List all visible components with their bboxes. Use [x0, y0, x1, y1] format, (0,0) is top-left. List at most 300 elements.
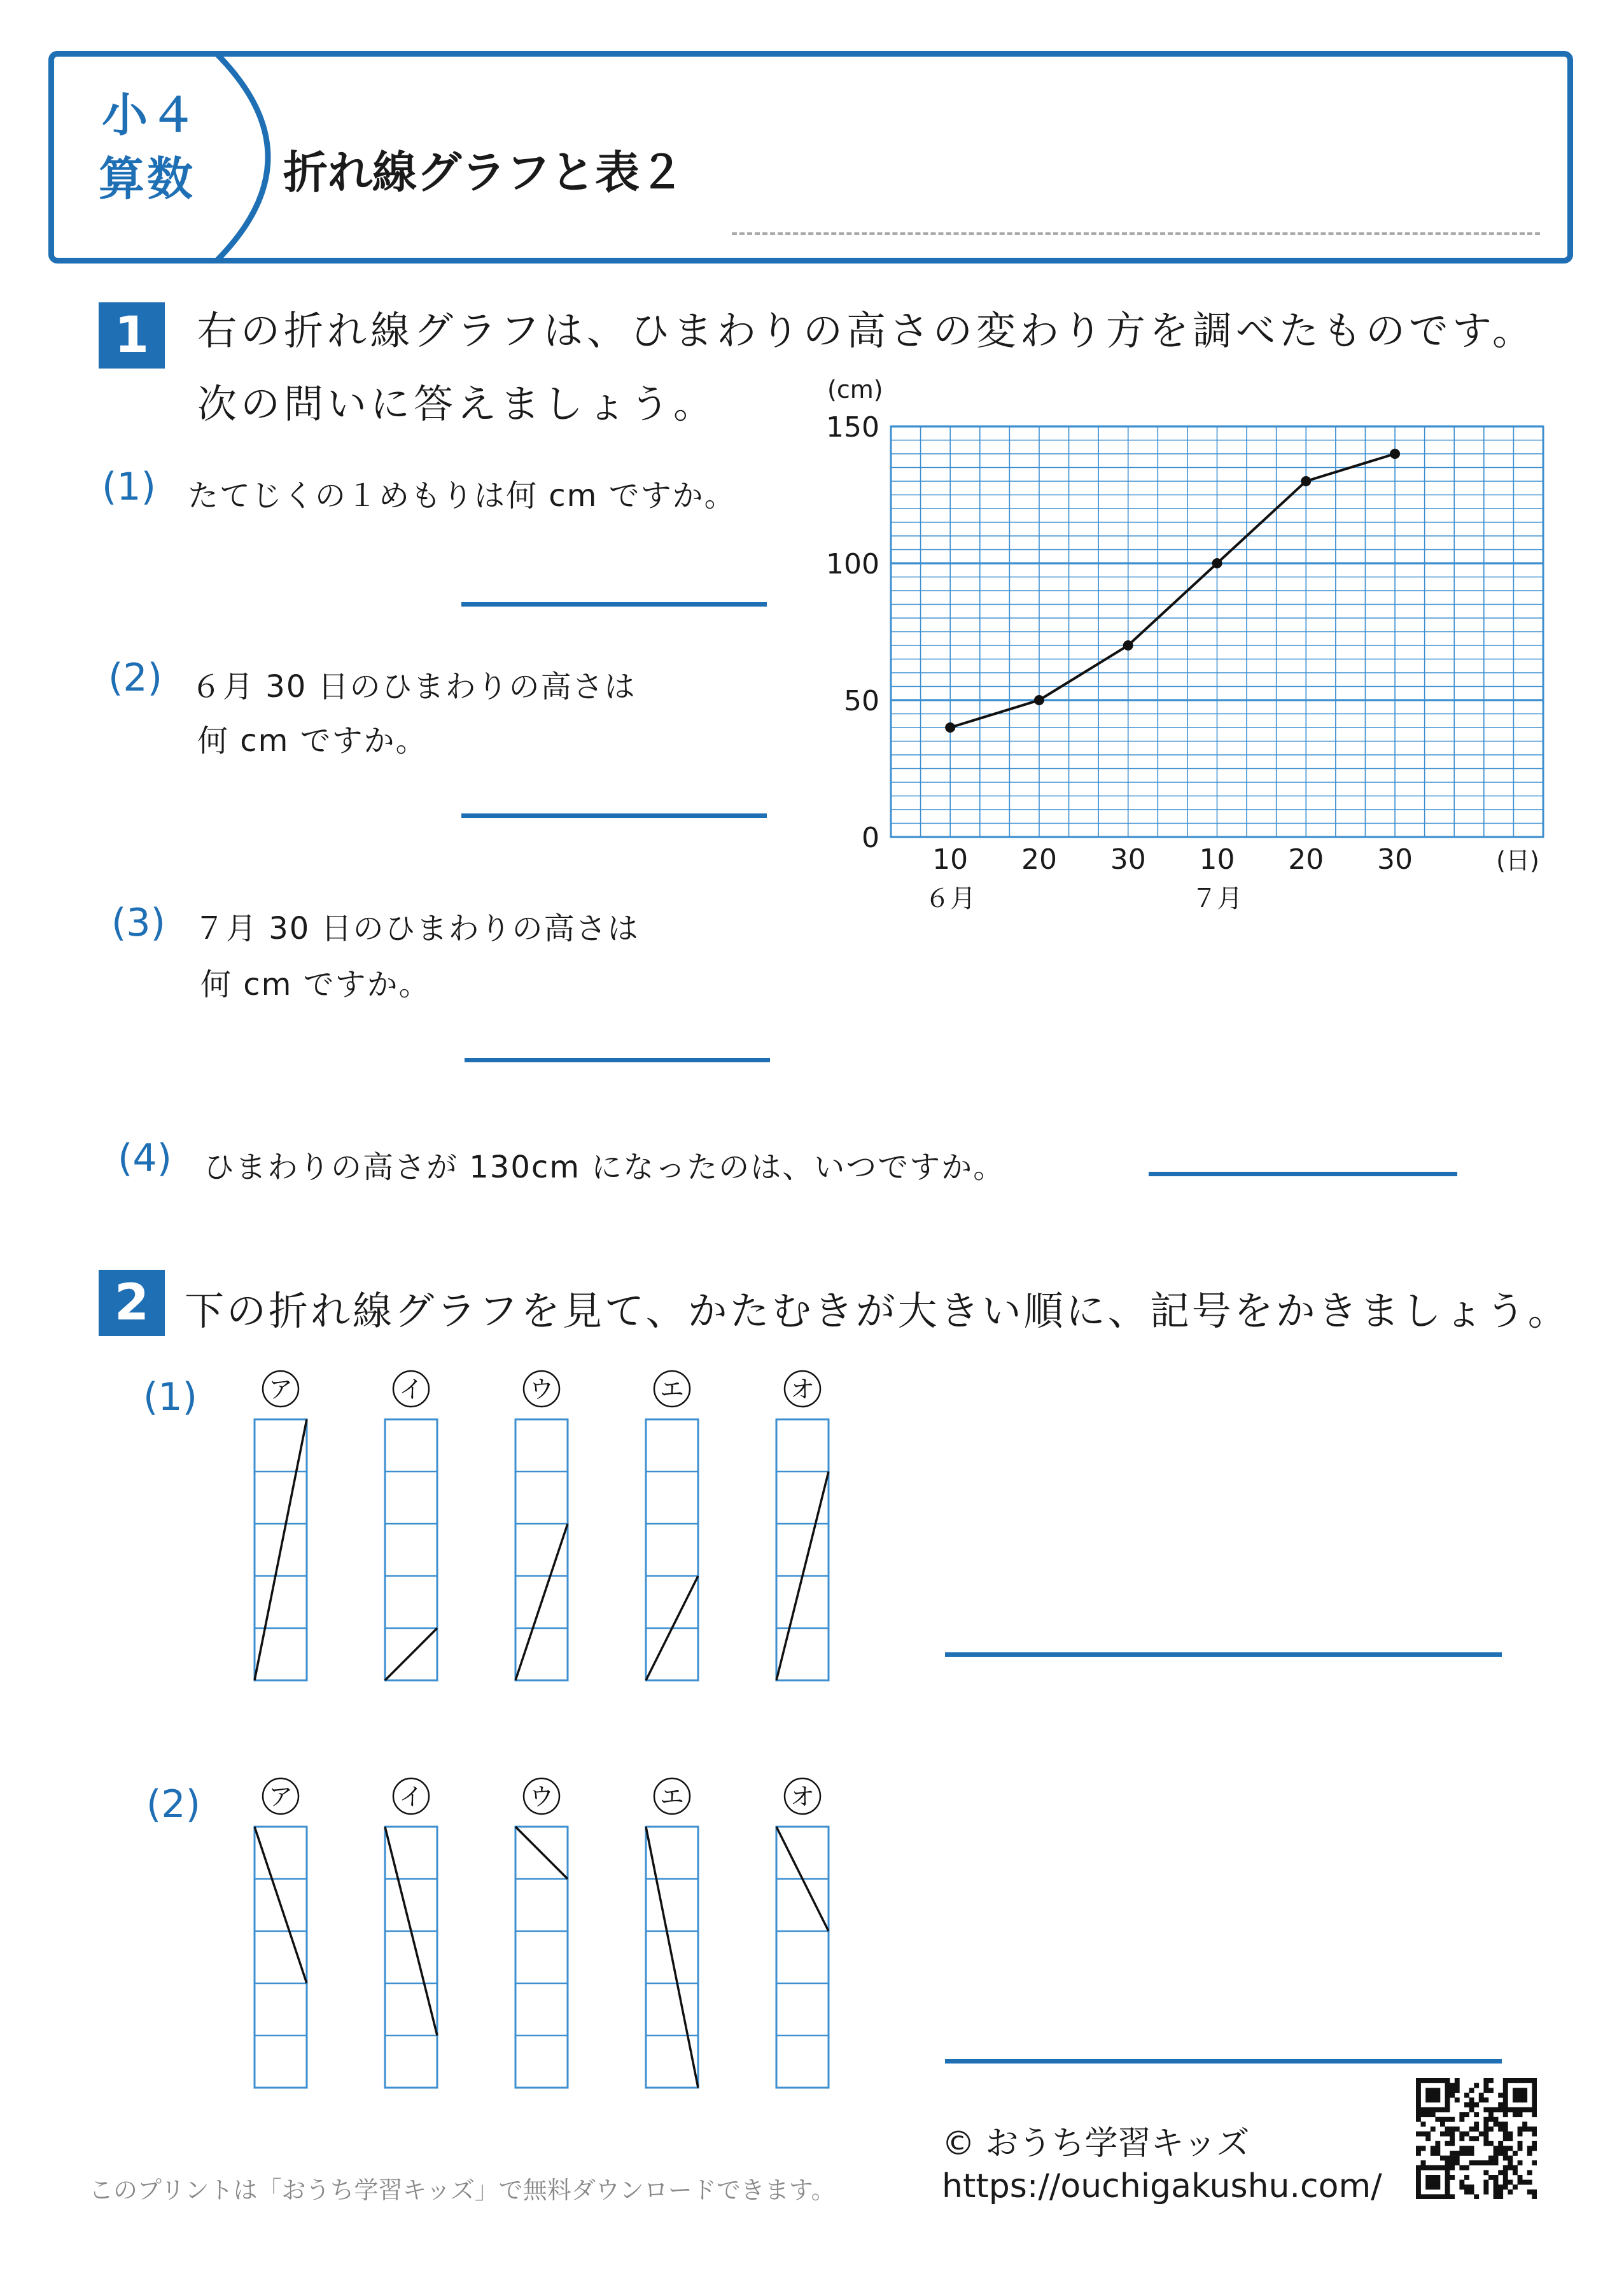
qr-module [1503, 2184, 1508, 2190]
qr-module [1445, 2088, 1450, 2093]
qr-module [1479, 2093, 1484, 2098]
part1-slope-line [385, 1628, 437, 1680]
x-tick-label: 20 [1288, 843, 1324, 876]
sub-text-3: ７月 30 日のひまわりの高さは [194, 911, 640, 946]
qr-module [1455, 2127, 1460, 2132]
qr-module [1498, 2121, 1503, 2127]
qr-module [1498, 2102, 1503, 2107]
qr-module [1494, 2184, 1499, 2190]
y-tick-label: 150 [826, 411, 879, 444]
qr-module [1431, 2146, 1436, 2151]
qr-module [1518, 2175, 1523, 2180]
qr-module [1527, 2190, 1532, 2195]
qr-module [1474, 2136, 1479, 2141]
qr-module [1498, 2194, 1503, 2199]
qr-module [1532, 2146, 1537, 2151]
part2-slope-line [255, 1827, 307, 1983]
qr-module [1483, 2117, 1488, 2122]
x-tick-label: 30 [1377, 843, 1413, 876]
qr-module [1431, 2078, 1436, 2083]
qr-module [1532, 2083, 1537, 2088]
qr-module [1483, 2184, 1488, 2190]
qr-module [1464, 2184, 1469, 2190]
qr-module [1416, 2190, 1421, 2195]
part2-label: イ [398, 1783, 424, 1811]
qr-module [1469, 2097, 1474, 2102]
qr-module [1532, 2190, 1537, 2195]
x-tick-label: 20 [1021, 843, 1057, 876]
qr-module [1518, 2107, 1523, 2113]
qr-module [1494, 2156, 1499, 2161]
qr-module [1425, 2136, 1431, 2141]
qr-module [1445, 2170, 1450, 2175]
qr-module [1513, 2165, 1518, 2170]
part1-label: イ [398, 1375, 424, 1403]
qr-module [1416, 2165, 1421, 2170]
qr-module [1459, 2180, 1464, 2185]
qr-module [1431, 2175, 1436, 2180]
qr-module [1474, 2194, 1479, 2199]
qr-module [1416, 2132, 1421, 2137]
part2-label: エ [659, 1783, 685, 1811]
qr-module [1513, 2112, 1518, 2117]
qr-module [1445, 2194, 1450, 2199]
qr-module [1445, 2107, 1450, 2113]
qr-module [1445, 2083, 1450, 2088]
qr-module [1503, 2132, 1508, 2137]
month-label: ７月 [1191, 884, 1243, 913]
qr-module [1518, 2132, 1523, 2137]
qr-module [1527, 2146, 1532, 2151]
qr-module [1459, 2112, 1464, 2117]
qr-module [1435, 2107, 1440, 2113]
sub-text-2: ６月 30 日のひまわりの高さは [191, 669, 636, 705]
qr-module [1527, 2151, 1532, 2156]
qr-module [1483, 2097, 1488, 2102]
qr-module [1469, 2102, 1474, 2107]
qr-module [1416, 2112, 1421, 2117]
qr-module [1488, 2160, 1494, 2165]
footer-note: このプリントは「おうち学習キッズ」で無料ダウンロードできます。 [89, 2176, 836, 2204]
qr-module [1459, 2165, 1464, 2170]
sub-label-2: (2) [108, 656, 162, 700]
qr-module [1474, 2083, 1479, 2088]
qr-module [1479, 2097, 1484, 2102]
qr-module [1469, 2127, 1474, 2132]
qr-module [1421, 2160, 1426, 2165]
qr-module [1459, 2146, 1464, 2151]
qr-module [1518, 2097, 1523, 2102]
qr-module [1503, 2151, 1508, 2156]
qr-module [1425, 2184, 1431, 2190]
qr-module [1532, 2112, 1537, 2117]
qr-module [1532, 2127, 1537, 2132]
x-tick-label: 10 [1199, 843, 1235, 876]
question-2-text: 下の折れ線グラフを見て、かたむきが大きい順に、記号をかきましょう。 [185, 1288, 1570, 1334]
qr-module [1445, 2175, 1450, 2180]
qr-module [1469, 2146, 1474, 2151]
qr-module [1483, 2127, 1488, 2132]
sub-text-3b: 何 cm ですか。 [200, 967, 431, 1002]
qr-module [1518, 2088, 1523, 2093]
qr-module [1440, 2117, 1445, 2122]
qr-module [1488, 2112, 1494, 2117]
qr-module [1532, 2107, 1537, 2113]
qr-module [1450, 2127, 1455, 2132]
slope-graphs [242, 1368, 878, 2100]
qr-module [1488, 2107, 1494, 2113]
qr-module [1455, 2151, 1460, 2156]
qr-module [1518, 2093, 1523, 2098]
qr-module [1445, 2117, 1450, 2122]
part1-label: ウ [529, 1375, 554, 1403]
qr-module [1508, 2132, 1513, 2137]
qr-module [1455, 2083, 1460, 2088]
line-chart [808, 401, 1572, 929]
q2-part1-label: (1) [143, 1375, 197, 1419]
qr-module [1508, 2146, 1513, 2151]
part2-label: オ [790, 1783, 815, 1811]
qr-module [1445, 2127, 1450, 2132]
qr-module [1503, 2175, 1508, 2180]
month-label: ６月 [925, 884, 976, 913]
qr-module [1503, 2078, 1508, 2083]
qr-module [1483, 2160, 1488, 2165]
qr-module [1518, 2160, 1523, 2165]
qr-module [1464, 2175, 1469, 2180]
qr-module [1483, 2190, 1488, 2195]
qr-module [1421, 2121, 1426, 2127]
qr-module [1469, 2136, 1474, 2141]
part1-slope-line [255, 1419, 307, 1680]
qr-module [1435, 2097, 1440, 2102]
qr-module [1513, 2078, 1518, 2083]
page-title: 折れ線グラフと表２ [283, 146, 684, 199]
qr-module [1455, 2097, 1460, 2102]
qr-module [1503, 2180, 1508, 2185]
qr-module [1494, 2160, 1499, 2165]
qr-module [1445, 2141, 1450, 2146]
sub-text-1: たてじくの１めもりは何 cm ですか。 [188, 478, 736, 514]
qr-module [1513, 2107, 1518, 2113]
qr-module [1513, 2170, 1518, 2175]
qr-module [1416, 2093, 1421, 2098]
qr-module [1421, 2194, 1426, 2199]
qr-module [1425, 2194, 1431, 2199]
qr-module [1459, 2117, 1464, 2122]
part1-label: オ [790, 1375, 815, 1403]
qr-module [1494, 2190, 1499, 2195]
qr-module [1440, 2194, 1445, 2199]
qr-module [1445, 2180, 1450, 2185]
qr-module [1527, 2170, 1532, 2175]
qr-module [1464, 2190, 1469, 2195]
qr-module [1416, 2194, 1421, 2199]
data-point [1034, 695, 1044, 705]
qr-module [1498, 2184, 1503, 2190]
qr-module [1522, 2097, 1527, 2102]
subject-label: 算数 [99, 152, 196, 206]
qr-module [1435, 2180, 1440, 2185]
qr-module [1440, 2132, 1445, 2137]
qr-module [1431, 2088, 1436, 2093]
qr-module [1498, 2151, 1503, 2156]
qr-module [1416, 2102, 1421, 2107]
data-point [1301, 476, 1311, 486]
sub-text-4: ひまわりの高さが 130cm になったのは、いつですか。 [204, 1150, 1005, 1185]
site-url[interactable]: https://ouchigakushu.com/ [942, 2167, 1382, 2205]
answer-line-3[interactable] [465, 1058, 770, 1062]
qr-module [1425, 2093, 1431, 2098]
qr-module [1464, 2112, 1469, 2117]
qr-module [1445, 2097, 1450, 2102]
qr-module [1494, 2194, 1499, 2199]
qr-module [1435, 2175, 1440, 2180]
x-unit-label: (日) [1496, 847, 1539, 875]
question-2-number: 2 [99, 1270, 165, 1336]
qr-module [1483, 2132, 1488, 2137]
answer-line-q2-2[interactable] [945, 2059, 1502, 2064]
qr-module [1483, 2107, 1488, 2113]
qr-module [1474, 2112, 1479, 2117]
qr-module [1483, 2141, 1488, 2146]
qr-module [1450, 2156, 1455, 2161]
qr-module [1503, 2088, 1508, 2093]
qr-module [1498, 2127, 1503, 2132]
qr-module [1527, 2127, 1532, 2132]
part2-box [385, 1827, 437, 2088]
qr-module [1450, 2088, 1455, 2093]
y-unit-label: (cm) [827, 376, 883, 404]
qr-module [1431, 2107, 1436, 2113]
qr-module [1503, 2121, 1508, 2127]
qr-module [1469, 2184, 1474, 2190]
qr-module [1440, 2121, 1445, 2127]
qr-module [1445, 2078, 1450, 2083]
qr-module [1532, 2102, 1537, 2107]
qr-module [1483, 2180, 1488, 2185]
qr-module [1450, 2141, 1455, 2146]
qr-module [1513, 2088, 1518, 2093]
qr-module [1483, 2078, 1488, 2083]
data-point [1123, 640, 1133, 650]
qr-module [1464, 2093, 1469, 2098]
x-tick-label: 30 [1110, 843, 1146, 876]
qr-module [1431, 2165, 1436, 2170]
qr-module [1494, 2146, 1499, 2151]
qr-module [1503, 2093, 1508, 2098]
qr-module [1425, 2088, 1431, 2093]
copyright: © おうち学習キッズ [942, 2125, 1250, 2163]
qr-module [1503, 2146, 1508, 2151]
data-point [945, 722, 955, 733]
qr-module [1431, 2112, 1436, 2117]
qr-module [1440, 2156, 1445, 2161]
qr-module [1498, 2190, 1503, 2195]
qr-module [1431, 2093, 1436, 2098]
qr-module [1522, 2093, 1527, 2098]
qr-module [1503, 2156, 1508, 2161]
qr-module [1421, 2107, 1426, 2113]
part1-box [385, 1419, 437, 1680]
qr-module [1435, 2184, 1440, 2190]
qr-module [1435, 2093, 1440, 2098]
sub-text-2b: 何 cm ですか。 [197, 723, 428, 759]
qr-module [1445, 2132, 1450, 2137]
qr-module [1532, 2160, 1537, 2165]
qr-module [1479, 2132, 1484, 2137]
qr-module [1508, 2160, 1513, 2165]
qr-module [1532, 2141, 1537, 2146]
qr-module [1425, 2107, 1431, 2113]
qr-module [1527, 2078, 1532, 2083]
qr-module [1445, 2102, 1450, 2107]
qr-module [1440, 2165, 1445, 2170]
x-tick-label: 10 [932, 843, 969, 876]
qr-module [1421, 2165, 1426, 2170]
qr-module [1469, 2107, 1474, 2113]
q2-part2-label: (2) [146, 1782, 200, 1827]
qr-module [1425, 2097, 1431, 2102]
qr-module [1488, 2127, 1494, 2132]
qr-module [1532, 2132, 1537, 2137]
qr-module [1455, 2156, 1460, 2161]
qr-module [1459, 2151, 1464, 2156]
qr-module [1459, 2132, 1464, 2137]
qr-module [1450, 2136, 1455, 2141]
qr-module [1513, 2151, 1518, 2156]
qr-module [1469, 2190, 1474, 2195]
qr-module [1440, 2078, 1445, 2083]
qr-module [1503, 2107, 1508, 2113]
qr-module [1431, 2184, 1436, 2190]
qr-module [1445, 2165, 1450, 2170]
y-tick-label: 100 [826, 548, 879, 580]
qr-module [1435, 2146, 1440, 2151]
qr-module [1483, 2088, 1488, 2093]
qr-module [1474, 2102, 1479, 2107]
qr-module [1445, 2190, 1450, 2195]
qr-module [1518, 2112, 1523, 2117]
qr-module [1532, 2088, 1537, 2093]
qr-module [1416, 2151, 1421, 2156]
qr-module [1425, 2132, 1431, 2137]
qr-module [1532, 2194, 1537, 2199]
answer-line-q2-1[interactable] [945, 1652, 1502, 1657]
qr-module [1518, 2146, 1523, 2151]
qr-module [1508, 2078, 1513, 2083]
part1-label: エ [659, 1375, 685, 1403]
qr-module [1518, 2078, 1523, 2083]
qr-module [1435, 2151, 1440, 2156]
qr-module [1494, 2121, 1499, 2127]
qr-module [1513, 2093, 1518, 2098]
qr-module [1494, 2117, 1499, 2122]
qr-module [1498, 2170, 1503, 2175]
qr-module [1518, 2127, 1523, 2132]
qr-module [1522, 2107, 1527, 2113]
qr-module [1469, 2160, 1474, 2165]
qr-module [1435, 2117, 1440, 2122]
qr-module [1425, 2180, 1431, 2185]
y-tick-label: 50 [844, 685, 879, 717]
y-tick-label: 0 [862, 822, 879, 854]
qr-module [1421, 2112, 1426, 2117]
qr-module [1522, 2180, 1527, 2185]
qr-module [1503, 2112, 1508, 2117]
qr-code-icon [1416, 2078, 1537, 2199]
qr-module [1464, 2102, 1469, 2107]
qr-module [1513, 2097, 1518, 2102]
qr-module [1488, 2175, 1494, 2180]
qr-module [1508, 2190, 1513, 2195]
qr-module [1425, 2078, 1431, 2083]
qr-module [1445, 2156, 1450, 2161]
part1-label: ア [268, 1375, 293, 1403]
qr-module [1455, 2088, 1460, 2093]
sub-label-4: (4) [118, 1136, 172, 1181]
qr-module [1513, 2184, 1518, 2190]
qr-module [1498, 2146, 1503, 2151]
answer-line-4[interactable] [1149, 1172, 1457, 1176]
qr-module [1450, 2151, 1455, 2156]
qr-module [1498, 2107, 1503, 2113]
qr-module [1450, 2117, 1455, 2122]
qr-module [1469, 2088, 1474, 2093]
qr-module [1483, 2170, 1488, 2175]
answer-line-2[interactable] [461, 813, 767, 818]
qr-module [1483, 2121, 1488, 2127]
qr-module [1498, 2141, 1503, 2146]
qr-module [1445, 2093, 1450, 2098]
part2-label: ウ [529, 1783, 554, 1811]
part2-label: ア [268, 1783, 293, 1811]
qr-module [1450, 2194, 1455, 2199]
qr-module [1503, 2083, 1508, 2088]
part1-box [776, 1419, 829, 1680]
qr-module [1464, 2151, 1469, 2156]
qr-module [1425, 2112, 1431, 2117]
qr-module [1416, 2097, 1421, 2102]
question-1-number: 1 [99, 302, 165, 369]
qr-module [1532, 2093, 1537, 2098]
qr-module [1474, 2127, 1479, 2132]
part1-box [646, 1419, 698, 1680]
qr-module [1450, 2083, 1455, 2088]
qr-module [1469, 2151, 1474, 2156]
qr-module [1416, 2078, 1421, 2083]
qr-module [1445, 2184, 1450, 2190]
qr-module [1503, 2136, 1508, 2141]
grade-label: 小４ [102, 88, 199, 142]
qr-module [1474, 2121, 1479, 2127]
answer-line-1[interactable] [461, 602, 767, 607]
qr-module [1435, 2088, 1440, 2093]
qr-module [1503, 2170, 1508, 2175]
qr-module [1464, 2165, 1469, 2170]
qr-module [1445, 2160, 1450, 2165]
qr-module [1488, 2088, 1494, 2093]
qr-module [1421, 2078, 1426, 2083]
qr-module [1459, 2136, 1464, 2141]
data-point [1212, 558, 1222, 568]
qr-module [1431, 2127, 1436, 2132]
qr-module [1474, 2160, 1479, 2165]
qr-module [1416, 2175, 1421, 2180]
qr-module [1522, 2078, 1527, 2083]
qr-module [1435, 2078, 1440, 2083]
qr-module [1483, 2136, 1488, 2141]
